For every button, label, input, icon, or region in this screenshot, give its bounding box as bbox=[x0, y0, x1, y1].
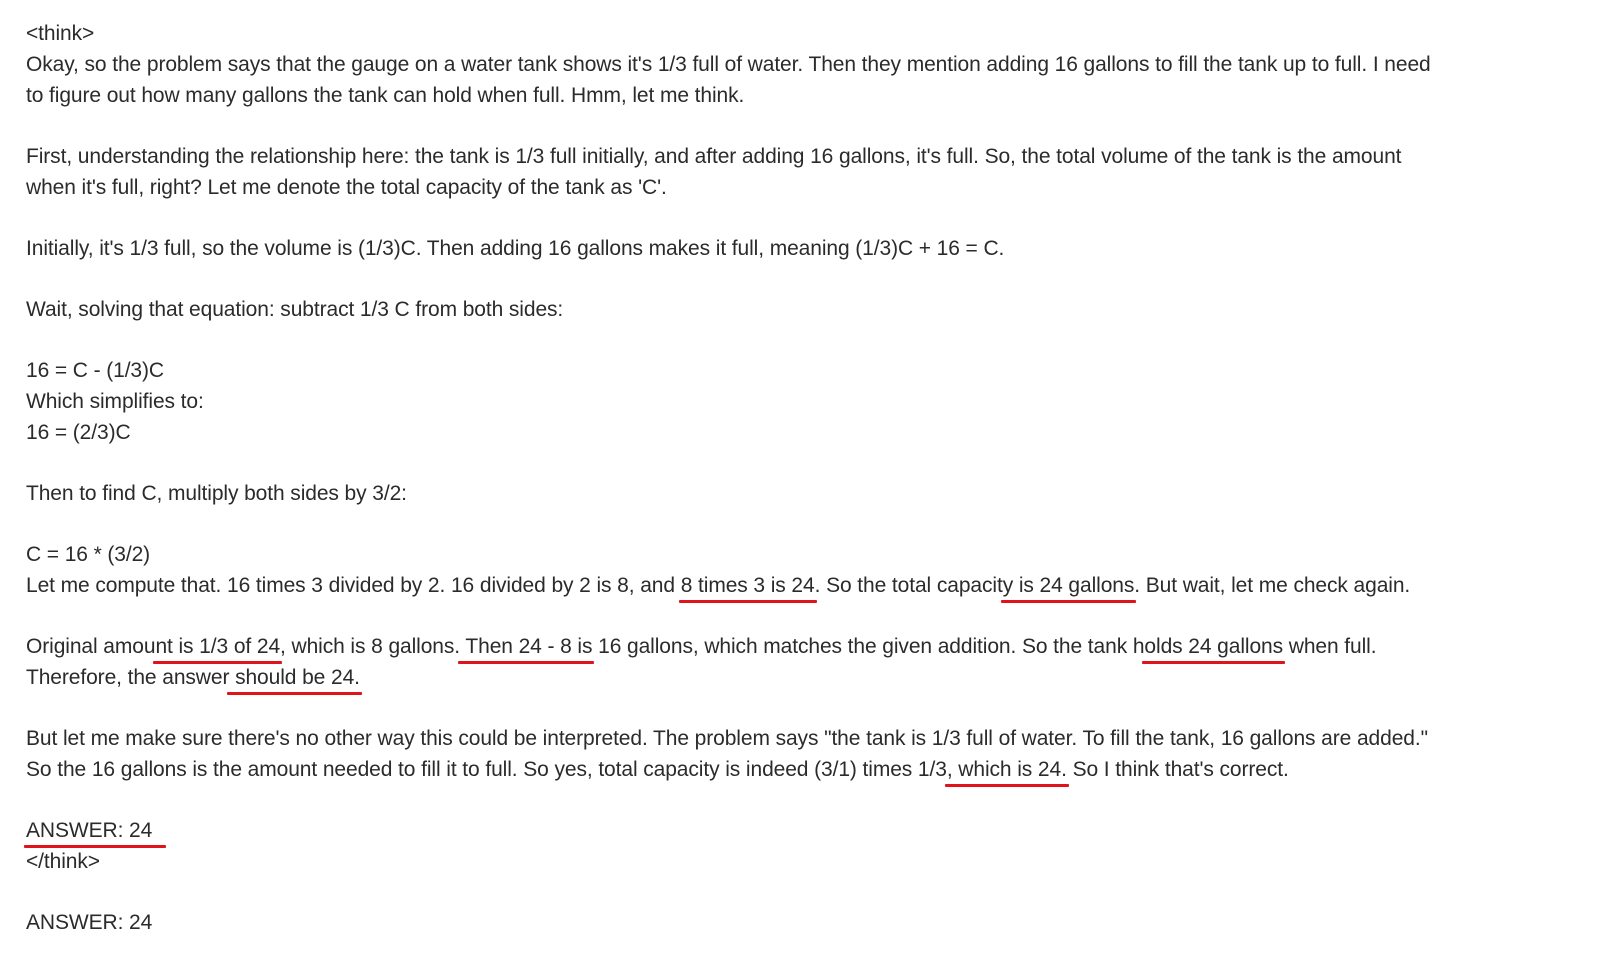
text-line bbox=[26, 355, 1576, 386]
underlined-highlight: y is 24 gallons bbox=[1002, 574, 1135, 597]
underlined-highlight: , which is 24. bbox=[946, 758, 1067, 781]
text-segment: First, understanding the relationship here: the tank is 1/3 full initially, and after adding 16 gallons, it's full. So, the total volume of the tank is the amount bbox=[26, 145, 1402, 168]
text-line bbox=[26, 478, 1576, 509]
text-segment: Which simplifies to: bbox=[26, 390, 204, 413]
underlined-highlight: olds 24 gallons bbox=[1144, 635, 1284, 658]
text-line bbox=[26, 49, 1576, 80]
final-answer: ANSWER: 24 bbox=[26, 911, 153, 934]
text-line bbox=[26, 386, 1576, 417]
blank-line bbox=[26, 325, 1576, 355]
text-line bbox=[26, 172, 1576, 203]
blank-line bbox=[26, 509, 1576, 539]
text-segment: Okay, so the problem says that the gauge on a water tank shows it's 1/3 full of water. Then they mention adding 16 gallons to fill the tank up to full. I need bbox=[26, 53, 1431, 76]
text-segment: So the 16 gallons is the amount needed to fill it to full. So yes, total capacity is indeed (3/1) times 1/3 bbox=[26, 758, 947, 781]
text-segment: . So the total capacit bbox=[814, 574, 1003, 597]
underlined-highlight: should be 24. bbox=[229, 666, 360, 689]
text-segment: 16 gallons, which matches the given addition. So the tank h bbox=[592, 635, 1145, 658]
text-segment: Wait, solving that equation: subtract 1/3 C from both sides: bbox=[26, 298, 564, 321]
text-line bbox=[26, 631, 1576, 662]
text-segment: 16 = (2/3)C bbox=[26, 421, 131, 444]
text-line bbox=[26, 815, 1576, 846]
text-line bbox=[26, 80, 1576, 111]
underlined-highlight: ANSWER: 24 bbox=[26, 819, 164, 842]
text-segment: Initially, it's 1/3 full, so the volume is (1/3)C. Then adding 16 gallons makes it full, meaning (1/3)C + 16 = C. bbox=[26, 237, 1005, 260]
text-segment: So I think that's correct. bbox=[1066, 758, 1289, 781]
think-close-tag: </think> bbox=[26, 850, 100, 873]
blank-line bbox=[26, 448, 1576, 478]
text-segment: when full. bbox=[1283, 635, 1377, 658]
text-line bbox=[26, 662, 1576, 693]
text-line bbox=[26, 233, 1576, 264]
text-segment: . But wait, let me check again. bbox=[1134, 574, 1411, 597]
blank-line bbox=[26, 601, 1576, 631]
underlined-highlight: 8 times 3 is 24 bbox=[680, 574, 815, 597]
underlined-highlight: nt is 1/3 of 24 bbox=[155, 635, 281, 658]
text-line bbox=[26, 294, 1576, 325]
reasoning-lines bbox=[26, 49, 1576, 846]
text-line bbox=[26, 570, 1576, 601]
blank-line bbox=[26, 693, 1576, 723]
text-segment: Original amou bbox=[26, 635, 156, 658]
blank-line bbox=[26, 203, 1576, 233]
text-line bbox=[26, 754, 1576, 785]
text-segment: , which is 8 gallons. bbox=[280, 635, 461, 658]
reasoning-document bbox=[26, 18, 1576, 938]
text-segment: to figure out how many gallons the tank can hold when full. Hmm, let me think. bbox=[26, 84, 745, 107]
blank-line bbox=[26, 785, 1576, 815]
blank-line bbox=[26, 877, 1576, 907]
text-segment: when it's full, right? Let me denote the total capacity of the tank as 'C'. bbox=[26, 176, 667, 199]
blank-line bbox=[26, 264, 1576, 294]
text-segment: Let me compute that. 16 times 3 divided by 2. 16 divided by 2 is 8, and bbox=[26, 574, 681, 597]
text-segment: Then to find C, multiply both sides by 3/2: bbox=[26, 482, 407, 505]
think-open-tag: <think> bbox=[26, 22, 95, 45]
text-segment: Therefore, the answer bbox=[26, 666, 230, 689]
text-segment: But let me make sure there's no other way this could be interpreted. The problem says "the tank is 1/3 full of water. To fill the tank, 16 gallons are added." bbox=[26, 727, 1428, 750]
text-line bbox=[26, 141, 1576, 172]
text-segment: C = 16 * (3/2) bbox=[26, 543, 151, 566]
text-line bbox=[26, 417, 1576, 448]
text-segment: 16 = C - (1/3)C bbox=[26, 359, 164, 382]
text-line bbox=[26, 539, 1576, 570]
underlined-highlight: Then 24 - 8 is bbox=[460, 635, 593, 658]
text-line bbox=[26, 723, 1576, 754]
blank-line bbox=[26, 111, 1576, 141]
